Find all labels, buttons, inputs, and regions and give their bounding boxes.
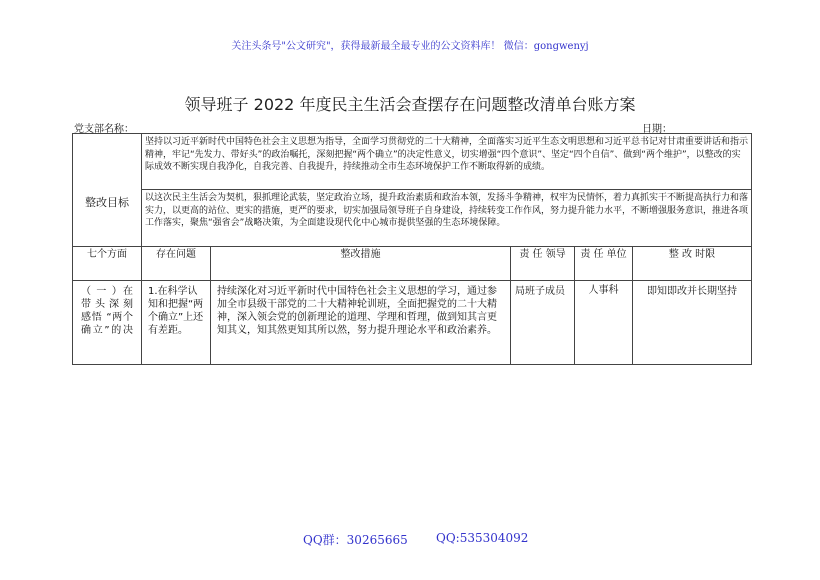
goal-label-cell [73,134,142,247]
header-unit: 责 任 单位 [575,247,633,281]
header-measure: 整改措施 [211,247,511,281]
document-title: 领导班子 2022 年度民主生活会查摆存在问题整改清单台账方案 [184,95,636,114]
rectification-table [72,133,752,365]
branch-name-label: 党支部名称： [74,124,134,135]
table-row [73,281,752,365]
goal-label: 整改目标 [85,196,129,209]
goal-row-1 [73,134,752,190]
row-aspect: （ 一 ）在带头深刻 感悟 “两个确立”的决 [73,281,142,365]
top-banner: 关注头条号"公文研究"，获得最新最全最专业的公文资料库！ 微信：gongwenyj [231,41,589,52]
meta-line [74,120,754,133]
row-measure: 持续深化对习近平新时代中国特色社会主义思想的学习，通过参加全市县级干部党的二十大精神轮训班，全面把握党的二十大精神，深入领会党的创新理论的道理、学理和哲理，做到知其言更知其义，知其然更知其所以然，努力提升理论水平和政治素养。 [211,281,511,365]
header-time: 整 改 时限 [633,247,752,281]
goal-paragraph-1: 坚持以习近平新时代中国特色社会主义思想为指导，全面学习贯彻党的二十大精神，全面落实习近平生态文明思想和习近平总书记对甘肃重要讲话和指示精神，牢记“先发力、带好头”的政治嘱托，深刻把握“两个确立”的决定性意义，切实增强“四个意识”、坚定“四个自信”、做到“两个维护”，以整改的实际成效不断实现自我净化，自我完善、自我提升，持续推动全市生态环境保护工作不断取得新的成绩。 [142,134,752,190]
goal-paragraph-2: 以这次民主生活会为契机，狠抓理论武装，坚定政治立场，提升政治素质和政治本领，发扬斗争精神，权牢为民情怀，着力真抓实干不断提高执行力和落实力，以更高的站位、更实的措施，更严的要求，切实加强局领导班子自身建设，持续转变工作作风，努力提升能力水平，不断增强服务意识，推进各项工作落实，聚焦“强省会”战略决策，为全面建设现代化中心城市提供坚强的生态环境保障。 [142,190,752,247]
header-aspect: 七个方面 [73,247,142,281]
header-lead: 责 任 领导 [511,247,575,281]
row-problem: 1.在科学认知和把握“两个确立”上还有差距。 [142,281,211,365]
goal-row-2 [73,190,752,247]
header-row [73,247,752,281]
qq-group: QQ群：30265665 [303,533,408,547]
row-time: 即知即改并长期坚持 [633,281,752,365]
header-problem: 存在问题 [142,247,211,281]
qq-number: QQ:535304092 [436,531,529,545]
row-lead: 局班子成员 [511,281,575,365]
row-unit: 人事科 [575,281,633,365]
date-label: 日期： [642,124,672,135]
